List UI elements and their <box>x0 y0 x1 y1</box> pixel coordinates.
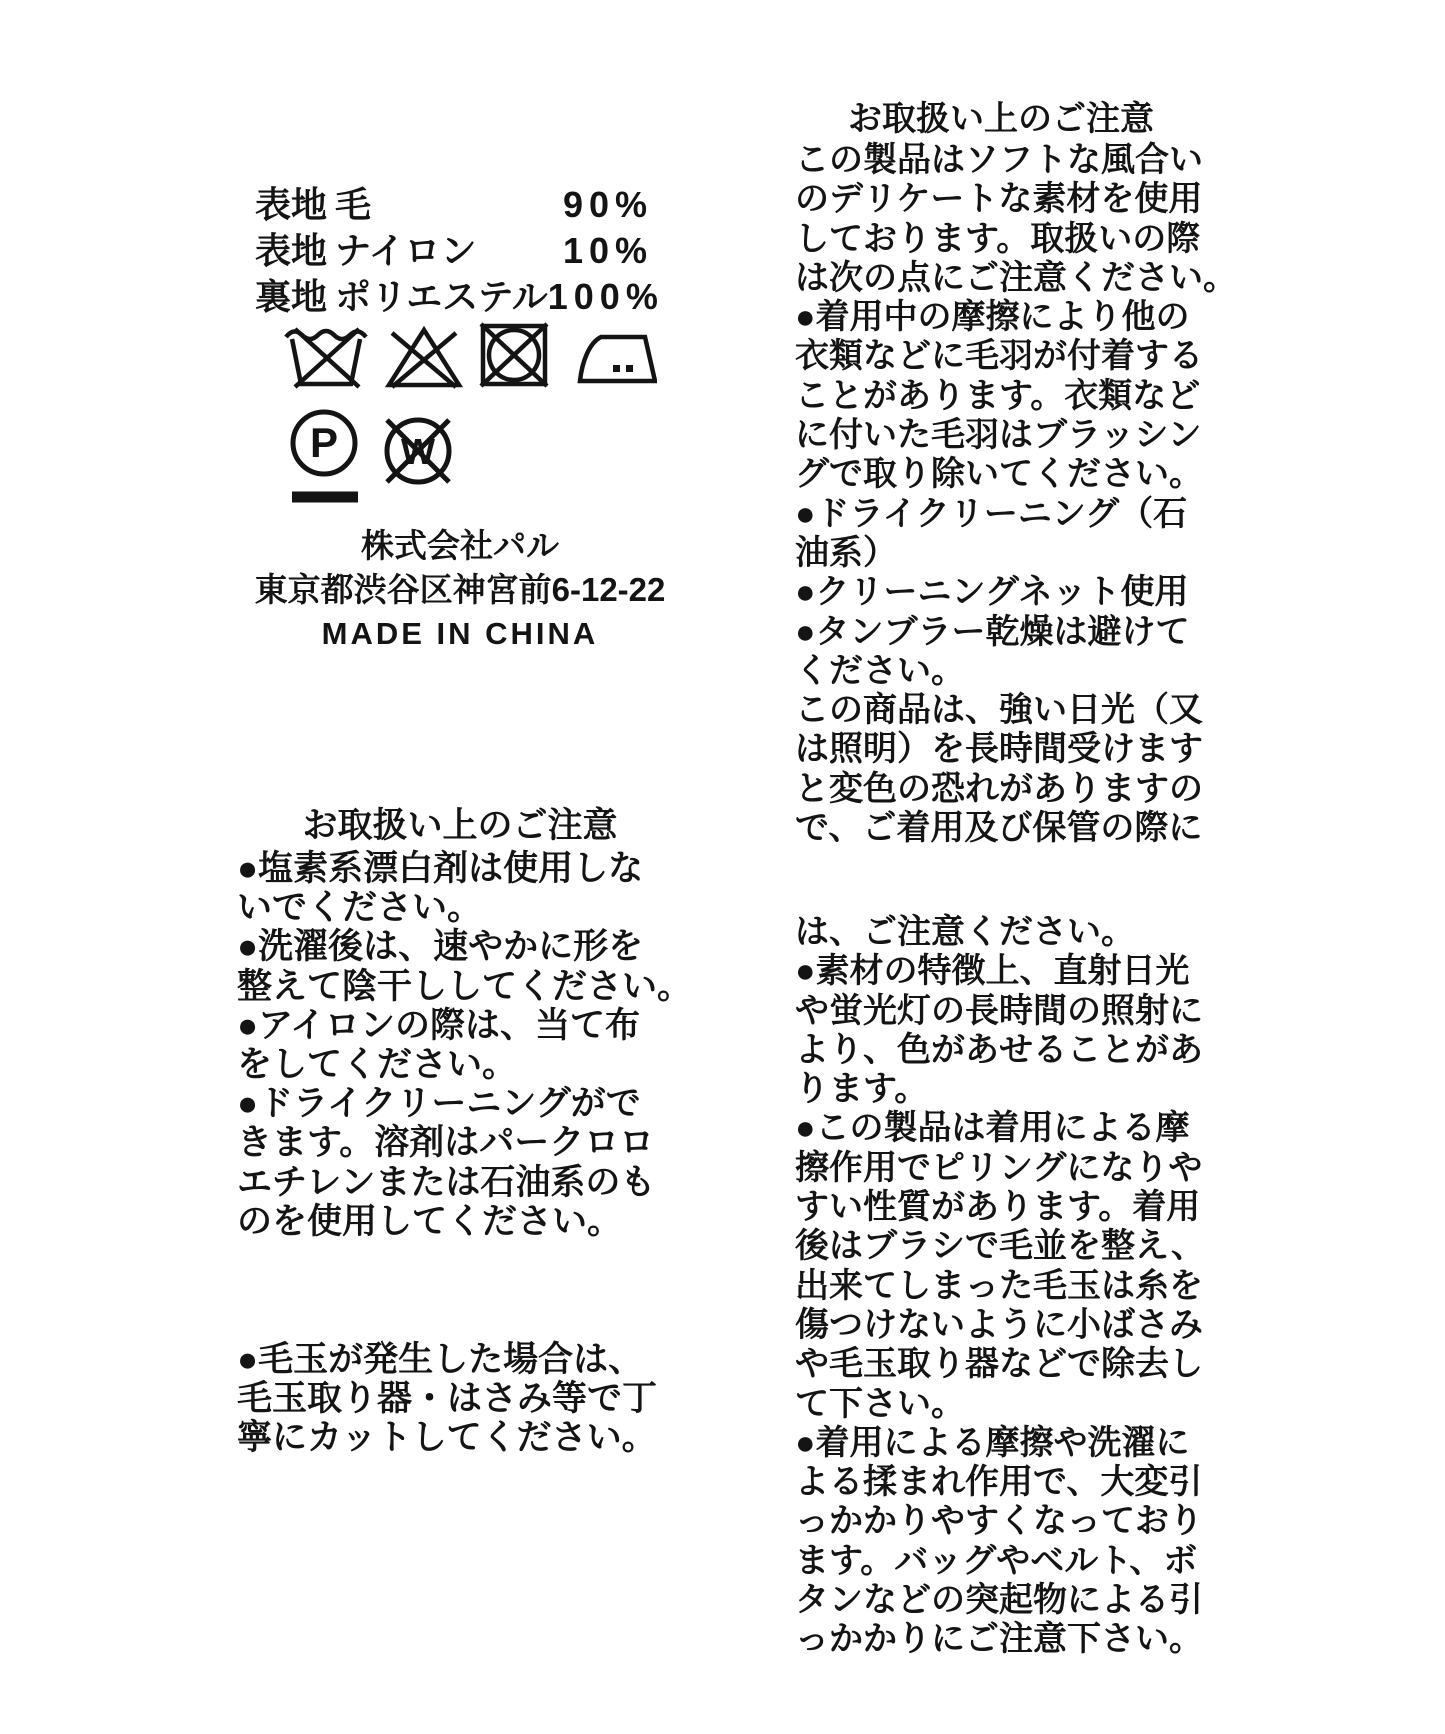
precaution-line: ●塩素系漂白剤は使用しな <box>237 849 644 888</box>
precaution-line: っかかりにご注意下さい。 <box>795 1620 1203 1659</box>
composition-row <box>255 182 653 228</box>
composition-row <box>255 228 653 274</box>
precaution-line: ●アイロンの際は、当て布 <box>237 1005 640 1045</box>
precaution-line: ます。バッグやベルト、ボ <box>795 1541 1198 1580</box>
precaution-line: よる揉まれ作用で、大変引 <box>795 1463 1203 1502</box>
composition-percent: 90% <box>562 184 653 225</box>
precaution-line: 出来てしまった毛玉は糸を <box>795 1266 1203 1305</box>
left-precautions-title: お取扱い上のご注意 <box>302 806 618 845</box>
precaution-line: ください。 <box>795 651 965 690</box>
precaution-line: エチレンまたは石油系のも <box>237 1162 656 1202</box>
precaution-line: をしてください。 <box>237 1045 518 1085</box>
precaution-line: 寧にカットしてください。 <box>237 1418 657 1458</box>
composition-part: 表地 <box>255 230 328 271</box>
precaution-line: ります。 <box>795 1070 929 1109</box>
precaution-line: で、ご着用及び保管の際に <box>795 809 1203 848</box>
precaution-line: に付いた毛羽はブラッシン <box>795 416 1202 455</box>
precaution-line: より、色があせることがあ <box>795 1030 1203 1069</box>
precaution-line: や蛍光灯の長時間の照射に <box>795 991 1203 1030</box>
composition-material: 毛 <box>335 184 372 225</box>
precaution-line: きます。溶剤はパークロロ <box>237 1123 655 1163</box>
precaution-line: ●素材の特徴上、直射日光 <box>795 952 1190 991</box>
right-precautions-text-block1 <box>795 141 1237 848</box>
precaution-line: 擦作用でピリングになりや <box>795 1148 1203 1187</box>
composition-percent: 100% <box>547 276 664 317</box>
precaution-line: のデリケートな素材を使用 <box>795 180 1203 219</box>
left-pilling-note <box>237 1340 657 1458</box>
iron-medium-heat-icon <box>575 328 657 390</box>
precaution-line: は、ご注意ください。 <box>795 913 1135 951</box>
precaution-line: ●着用中の摩擦により他の <box>795 298 1190 337</box>
composition-part: 表地 <box>255 184 328 225</box>
company-address: 東京都渋谷区神宮前6-12-22 <box>254 571 666 608</box>
composition-material: ポリエステル <box>335 276 548 317</box>
precaution-line: 油系） <box>795 533 897 572</box>
precaution-line: すい性質があります。着用 <box>795 1188 1201 1227</box>
precaution-line: のを使用してください。 <box>237 1201 623 1241</box>
dry-clean-letter: P <box>309 419 339 466</box>
dry-clean-gentle-icon <box>288 407 364 507</box>
precaution-line: や毛玉取り器などで除去し <box>795 1345 1203 1384</box>
precaution-line: 毛玉取り器・はさみ等で丁 <box>237 1379 658 1419</box>
composition-percent: 10% <box>562 230 653 271</box>
left-precautions-text <box>237 849 692 1241</box>
precaution-line: 整えて陰干ししてください。 <box>237 966 693 1006</box>
precaution-line: ●タンブラー乾燥は避けて <box>795 612 1190 651</box>
precaution-line: ことがあります。衣類など <box>795 376 1201 415</box>
right-precautions-text-block2 <box>795 913 1205 1660</box>
precaution-line: ●ドライクリーニングがで <box>237 1084 641 1124</box>
care-symbols-row-2 <box>288 407 460 507</box>
precaution-line: いでください。 <box>237 888 483 928</box>
precaution-line: ●クリーニングネット使用 <box>795 573 1189 612</box>
company-name: 株式会社パル <box>361 527 559 564</box>
do-not-bleach-icon <box>383 324 465 390</box>
precaution-line: と変色の恐れがありますの <box>795 769 1203 808</box>
precaution-line: タンなどの突起物による引 <box>795 1581 1203 1620</box>
precaution-line: この商品は、強い日光（又 <box>795 691 1203 730</box>
precaution-line: しております。取扱いの際 <box>795 219 1201 258</box>
precaution-line: は次の点にご注意ください。 <box>795 258 1237 297</box>
composition-material: ナイロン <box>335 230 477 271</box>
precaution-line: 後はブラシで毛並を整え、 <box>795 1227 1206 1266</box>
do-not-wet-clean-icon <box>376 407 460 495</box>
precaution-line: ●洗濯後は、速やかに形を <box>237 927 644 967</box>
right-precautions-title: お取扱い上のご注意 <box>848 100 1154 138</box>
wet-clean-letter: W <box>401 431 435 472</box>
composition-part: 裏地 <box>255 276 328 317</box>
precaution-line: は照明）を長時間受けます <box>795 730 1203 769</box>
precaution-line: っかかりやすくなっており <box>795 1502 1203 1541</box>
do-not-tumble-dry-icon <box>477 320 551 390</box>
country-of-origin: MADE IN CHINA <box>321 616 599 651</box>
fabric-composition <box>255 182 664 320</box>
care-symbols-row-1 <box>281 320 657 390</box>
precaution-line: て下さい。 <box>795 1384 965 1423</box>
precaution-line: この製品はソフトな風合い <box>795 141 1203 179</box>
manufacturer-block <box>230 524 690 656</box>
composition-row <box>255 274 664 320</box>
precaution-line: ●この製品は着用による摩 <box>795 1109 1190 1148</box>
precaution-line: ●ドライクリーニング（石 <box>795 494 1188 533</box>
do-not-wash-icon <box>281 322 371 390</box>
precaution-line: 傷つけないように小ばさみ <box>795 1305 1203 1344</box>
precaution-line: ●毛玉が発生した場合は、 <box>237 1340 644 1379</box>
precaution-line: ●着用による摩擦や洗濯に <box>795 1423 1190 1462</box>
precaution-line: グで取り除いてください。 <box>795 455 1203 494</box>
precaution-line: 衣類などに毛羽が付着する <box>795 337 1203 376</box>
